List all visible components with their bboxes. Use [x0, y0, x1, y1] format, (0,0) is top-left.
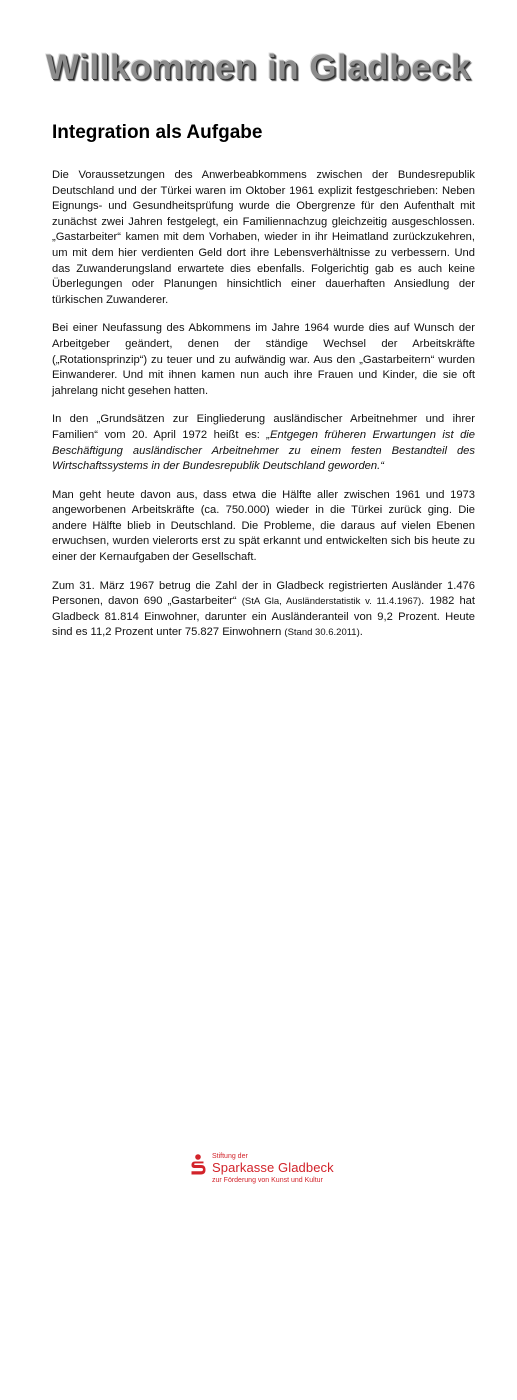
sponsor-name: Sparkasse Gladbeck: [212, 1160, 334, 1175]
paragraph-3-quote: „Entgegen früheren Erwartungen ist die Beschäftigung ausländischer Arbeitnehmer zu einem festen Bestandteil des Wirtschaftssystems in der Bundesrepublik Deutschland geworden.“: [52, 428, 475, 473]
paragraph-5-part-a: Zum 31. März 1967 betrug die Zahl der in Gladbeck registrierten Ausländer 1.476 Personen, davon 690 „Gastarbeiter“: [52, 579, 475, 608]
paragraph-5-part-b: . 1982 hat Gladbeck 81.814 Einwohner, darunter ein Ausländeranteil von 9,2 Prozent. Heute sind es 11,2 Prozent unter 75.827 Einwohnern: [52, 595, 476, 639]
paragraph-5: [52, 579, 475, 641]
paragraph-3-intro: In den „Grundsätzen zur Eingliederung ausländischer Arbeitnehmer und ihrer Familien“ vom 20. April 1972 heißt es:: [52, 413, 475, 441]
paragraph-3: [52, 412, 475, 474]
page-title: Willkommen in Gladbeck: [46, 48, 471, 87]
paragraph-5-part-c: .: [359, 626, 363, 639]
article-body: [52, 168, 475, 654]
sponsor-tagline: zur Förderung von Kunst und Kultur: [212, 1177, 323, 1184]
sponsor-logo: [190, 1153, 350, 1189]
paragraph-2: Bei einer Neufassung des Abkommens im Jahre 1964 wurde dies auf Wunsch der Arbeitgeber geändert, denen der ständige Wechsel der Arbeitskräfte („Rotationsprinzip“) zu teuer und zu aufwändig war. Aus den „Gastarbeitern“ wurden Einwanderer. Und mit ihnen kamen nun auch ihre Frauen und Kinder, die sie oft jahrelang nicht gesehen hatten.: [52, 322, 475, 397]
source-citation-2: (Stand 30.6.2011): [284, 627, 360, 639]
section-heading: Integration als Aufgabe: [52, 122, 263, 143]
sponsor-line-foundation: Stiftung der: [212, 1153, 248, 1160]
sparkasse-s-logo-icon: [190, 1154, 206, 1178]
paragraph-4: Man geht heute davon aus, dass etwa die Hälfte aller zwischen 1961 und 1973 angeworbenen Arbeitskräfte (ca. 750.000) wieder in die Türkei zurück ging. Die andere Hälfte blieb in Deutschland. Die Probleme, die daraus auf vielen Ebenen erwuchsen, wurden vielerorts erst zu spät erkannt und entwickelten sich bis heute zu einer der Kernaufgaben der Gesellschaft.: [52, 488, 475, 564]
paragraph-1: Die Voraussetzungen des Anwerbeabkommens zwischen der Bundesrepublik Deutschland und der Türkei waren im Oktober 1961 explizit festgeschrieben: Neben Eignungs- und Gesundheitsprüfung wurde die Obergrenze für den Aufenthalt mit zunächst zwei Jahren festgelegt, ein Familiennachzug gleichzeitig ausgeschlossen. „Gastarbeiter“ kamen mit dem Vorhaben, wieder in ihr Heimatland zurückzukehren, um mit dem hier verdienten Geld dort ihre Lebensverhältnisse zu verbessern. Und das Zuwanderungsland erwartete dies ebenfalls. Folgerichtig gab es auch keine Überlegungen oder Planungen hinsichtlich einer dauerhaften Ansiedlung der türkischen Zuwanderer.: [52, 169, 475, 306]
source-citation-1: (StA Gla, Ausländerstatistik v. 11.4.1967): [241, 596, 422, 608]
